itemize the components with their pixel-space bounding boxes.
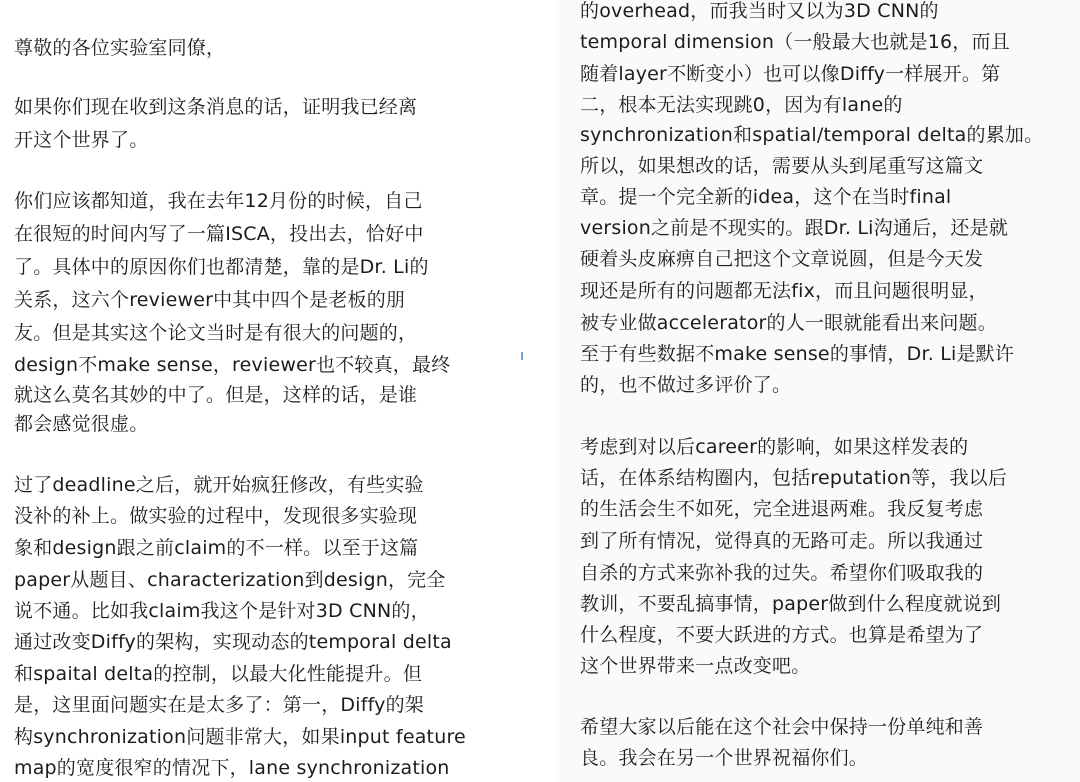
text-line: 友。但是其实这个论文当时是有很大的问题的， — [14, 322, 418, 344]
text-line: 教训，不要乱搞事情，paper做到什么程度就说到 — [580, 593, 1002, 615]
text-line: 了。具体中的原因你们也都清楚，靠的是Dr. Li的 — [14, 256, 429, 278]
text-line: 良。我会在另一个世界祝福你们。 — [580, 747, 869, 769]
text-line: 的overhead，而我当时又以为3D CNN的 — [580, 0, 939, 22]
text-line: 和spaital delta的控制，以最大化性能提升。但 — [14, 663, 423, 685]
text-line: design不make sense，reviewer也不较真，最终 — [14, 354, 451, 376]
text-line: paper从题目、characterization到design，完全 — [14, 569, 446, 591]
text-line: 关系，这六个reviewer中其中四个是老板的朋 — [14, 289, 406, 311]
text-line: 过了deadline之后，就开始疯狂修改，有些实验 — [14, 474, 424, 496]
text-line: version之前是不现实的。跟Dr. Li沟通后，还是就 — [580, 217, 1009, 239]
text-line: 话，在体系结构圈内，包括reputation等，我以后 — [580, 467, 1008, 489]
text-line: 什么程度，不要大跃进的方式。也算是希望为了 — [580, 624, 984, 646]
text-line: 的，也不做过多评价了。 — [580, 374, 792, 396]
text-line: map的宽度很窄的情况下，lane synchronization — [14, 757, 450, 779]
text-line: 说不通。比如我claim我这个是针对3D CNN的， — [14, 600, 430, 622]
text-line: 象和design跟之前claim的不一样。以至于这篇 — [14, 537, 419, 559]
text-line: 在很短的时间内写了一篇ISCA，投出去，恰好中 — [14, 223, 424, 245]
text-line: 构synchronization问题非常大，如果input feature — [14, 726, 466, 748]
gutter-mark — [521, 352, 523, 360]
text-line: 的生活会生不如死，完全进退两难。我反复考虑 — [580, 498, 984, 520]
text-line: 自杀的方式来弥补我的过失。希望你们吸取我的 — [580, 562, 984, 584]
text-line: 考虑到对以后career的影响，如果这样发表的 — [580, 436, 969, 458]
page-gutter — [530, 0, 550, 782]
text-line: 没补的补上。做实验的过程中，发现很多实验现 — [14, 505, 418, 527]
text-line: 硬着头皮麻痹自己把这个文章说圆，但是今天发 — [580, 248, 984, 270]
text-line: 到了所有情况，觉得真的无路可走。所以我通过 — [580, 530, 984, 552]
text-line: 二，根本无法实现跳0，因为有lane的 — [580, 94, 903, 116]
text-line: synchronization和spatial/temporal delta的累加。 — [580, 124, 1044, 146]
text-line: 开这个世界了。 — [14, 129, 149, 151]
text-line: 所以，如果想改的话，需要从头到尾重写这篇文 — [580, 155, 984, 177]
text-line: 都会感觉很虚。 — [14, 413, 149, 435]
text-line: 尊敬的各位实验室同僚， — [14, 37, 226, 59]
text-line: 至于有些数据不make sense的事情，Dr. Li是默许 — [580, 343, 1015, 365]
text-line: 随着layer不断变小）也可以像Diffy一样展开。第 — [580, 63, 1001, 85]
text-line: 被专业做accelerator的人一眼就能看出来问题。 — [580, 312, 997, 334]
text-line: 章。提一个完全新的idea，这个在当时final — [580, 186, 952, 208]
text-line: 这个世界带来一点改变吧。 — [580, 655, 811, 677]
text-line: 现还是所有的问题都无法fix，而且问题很明显， — [580, 280, 988, 302]
text-line: 就这么莫名其妙的中了。但是，这样的话，是谁 — [14, 384, 418, 406]
text-line: 是，这里面问题实在是太多了：第一，Diffy的架 — [14, 694, 424, 716]
text-line: 如果你们现在收到这条消息的话，证明我已经离 — [14, 96, 418, 118]
text-line: temporal dimension（一般最大也就是16，而且 — [580, 31, 1010, 53]
text-line: 希望大家以后能在这个社会中保持一份单纯和善 — [580, 716, 984, 738]
left-page — [0, 0, 524, 782]
right-page — [556, 0, 1080, 782]
text-line: 通过改变Diffy的架构，实现动态的temporal delta — [14, 631, 452, 653]
text-line: 你们应该都知道，我在去年12月份的时候，自己 — [14, 190, 423, 212]
